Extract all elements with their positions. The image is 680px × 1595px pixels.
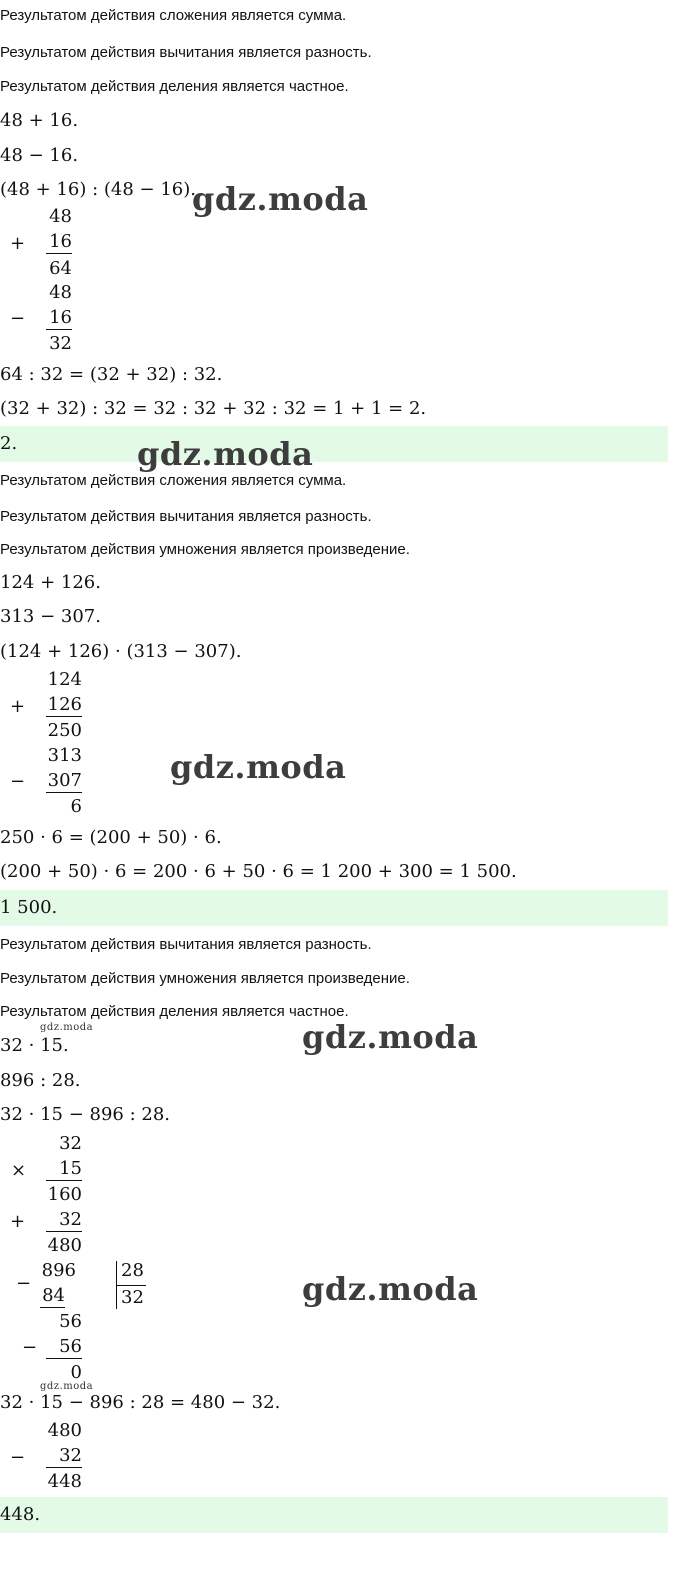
rule-text: Результатом действия сложения является сумма. [0,7,347,24]
result: 64 [49,258,72,279]
answer-box [0,890,668,926]
answer-box [0,426,668,462]
minus-sign: − [10,771,26,792]
math-expression: 48 + 16. [0,110,79,131]
rule-text: Результатом действия деления является частное. [0,78,349,95]
watermark-logo: gdz.moda [137,435,314,473]
math-expression: 32 · 15. [0,1035,69,1056]
operand: 480 [47,1420,82,1441]
watermark-logo: gdz.moda [170,748,347,786]
minus-sign: − [16,1273,32,1294]
operand: 313 [47,745,82,766]
answer-box [0,1497,668,1533]
watermark-logo: gdz.moda [40,1022,94,1033]
minus-sign: − [10,308,26,329]
math-expression: 313 − 307. [0,606,101,627]
remainder: 56 [59,1311,82,1332]
result: 250 [47,720,82,741]
operand: 16 [46,307,72,330]
answer-value: 448. [0,1504,41,1525]
minus-sign: − [10,1447,26,1468]
watermark-logo: gdz.moda [302,1270,479,1308]
plus-sign: + [10,233,26,254]
math-equation: (32 + 32) : 32 = 32 : 32 + 32 : 32 = 1 + 1 = 2. [0,398,427,419]
remainder: 0 [70,1362,82,1383]
subtrahend: 84 [40,1285,65,1308]
watermark-logo: gdz.moda [40,1381,94,1392]
operand: 307 [47,770,82,791]
rule-text: Результатом действия умножения является произведение. [0,541,410,558]
partial-product: 32 [46,1209,82,1232]
times-sign: × [11,1160,27,1181]
operand: 126 [47,694,82,715]
math-expression: 32 · 15 − 896 : 28. [0,1104,170,1125]
operand: 32 [59,1133,82,1154]
math-equation: 250 · 6 = (200 + 50) · 6. [0,827,222,848]
math-expression: 124 + 126. [0,572,101,593]
watermark-logo: gdz.moda [192,180,369,218]
quotient: 32 [121,1287,144,1308]
math-expression: 896 : 28. [0,1070,81,1091]
math-equation: 32 · 15 − 896 : 28 = 480 − 32. [0,1392,281,1413]
math-equation: 64 : 32 = (32 + 32) : 32. [0,364,223,385]
partial-product: 160 [47,1184,82,1205]
answer-value: 1 500. [0,897,58,918]
math-equation: (200 + 50) · 6 = 200 · 6 + 50 · 6 = 1 200 + 300 = 1 500. [0,861,517,882]
dividend: 896 [41,1260,76,1281]
result: 6 [70,796,82,817]
result: 32 [49,333,72,354]
operand: 124 [47,669,82,690]
answer-value: 2. [0,433,18,454]
rule-text: Результатом действия вычитания является разность. [0,44,372,61]
rule-text: Результатом действия умножения является произведение. [0,970,410,987]
operand: 48 [49,282,72,303]
plus-sign: + [10,1211,26,1232]
operand: 15 [46,1158,82,1181]
rule-text: Результатом действия вычитания является разность. [0,508,372,525]
operand: 48 [49,206,72,227]
rule-text: Результатом действия вычитания является разность. [0,936,372,953]
operand: 16 [46,231,72,254]
result: 480 [47,1235,82,1256]
math-expression: (124 + 126) · (313 − 307). [0,641,242,662]
math-expression: 48 − 16. [0,145,79,166]
minus-sign: − [22,1337,38,1358]
plus-sign: + [10,696,26,717]
rule-text: Результатом действия деления является частное. [0,1003,349,1020]
rule-text: Результатом действия сложения является сумма. [0,472,347,489]
operand: 32 [46,1445,82,1468]
subtrahend: 56 [46,1336,82,1359]
divisor: 28 [121,1260,144,1281]
watermark-logo: gdz.moda [302,1018,479,1056]
math-expression: (48 + 16) : (48 − 16). [0,179,196,200]
result: 448 [47,1471,82,1492]
